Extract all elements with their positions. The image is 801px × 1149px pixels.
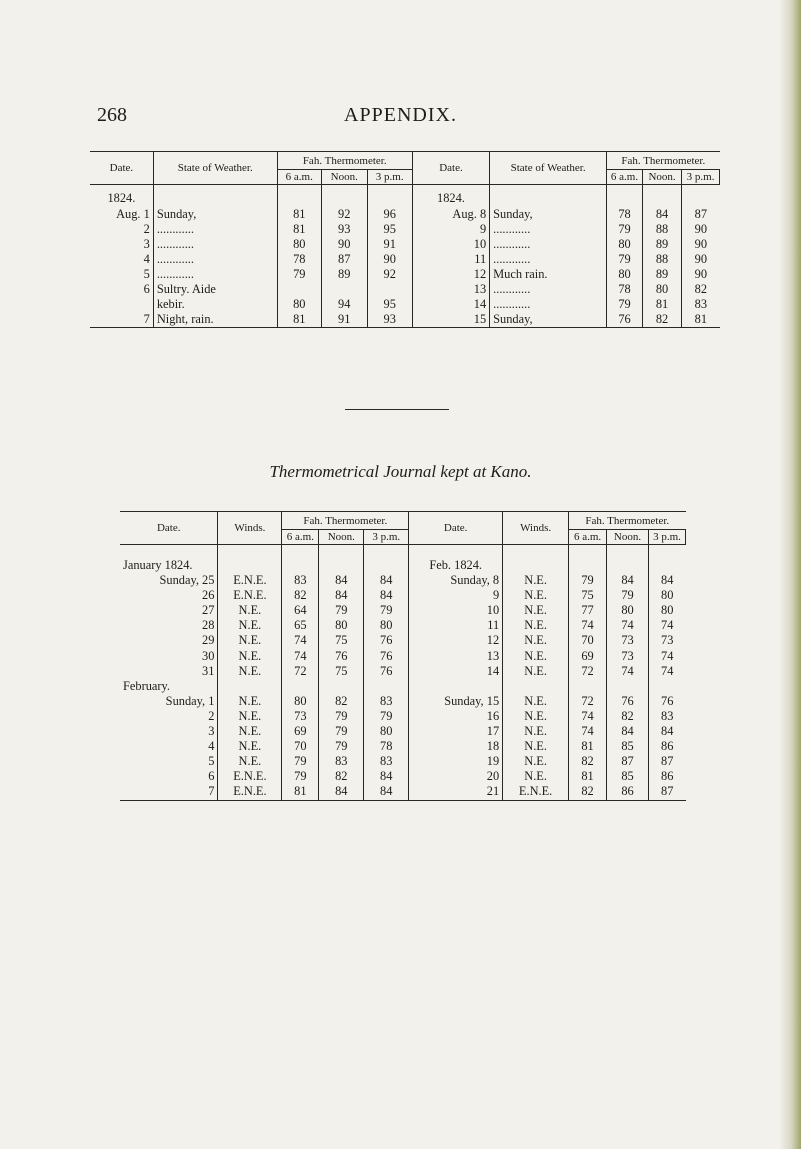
weather-right: ............ (490, 297, 607, 312)
header-thermometer-left: Fah. Thermometer. (277, 152, 412, 170)
temp-noon-left: 82 (319, 769, 364, 784)
divider-rule (345, 409, 449, 410)
date-right: Sunday, 8 (409, 573, 503, 588)
weather-left: Sunday, (153, 207, 277, 222)
date-left: 7 (90, 312, 153, 328)
temp-6am-left: 79 (277, 267, 321, 282)
temp-6am-right (569, 558, 607, 573)
wind-right: N.E. (503, 664, 569, 679)
date-right: 17 (409, 724, 503, 739)
temp-noon-right: 84 (607, 724, 649, 739)
wind-right: N.E. (503, 633, 569, 648)
temp-noon-right: 82 (642, 312, 681, 328)
temp-noon-right: 74 (607, 618, 649, 633)
temp-3pm-right (648, 558, 685, 573)
temp-noon-right: 73 (607, 649, 649, 664)
temp-noon-right: 87 (607, 754, 649, 769)
date-right: 11 (412, 252, 489, 267)
table-row (90, 267, 720, 282)
wind-left: N.E. (218, 649, 282, 664)
table-row (120, 724, 686, 739)
temp-6am-left: 64 (282, 603, 319, 618)
date-right: 15 (412, 312, 489, 328)
date-left: 26 (120, 588, 218, 603)
wind-left: E.N.E. (218, 588, 282, 603)
date-right: 9 (412, 222, 489, 237)
table-row (90, 252, 720, 267)
date-right: 11 (409, 618, 503, 633)
date-left: 5 (120, 754, 218, 769)
temp-noon-left (319, 679, 364, 694)
temp-noon-right: 76 (607, 694, 649, 709)
temp-6am-right: 70 (569, 633, 607, 648)
wind-left (218, 679, 282, 694)
header-weather-right: State of Weather. (490, 152, 607, 185)
temp-noon-right: 84 (642, 207, 681, 222)
temp-3pm-left: 84 (364, 769, 409, 784)
date-left: 3 (90, 237, 153, 252)
temp-6am-right: 82 (569, 784, 607, 800)
temp-6am-left (282, 679, 319, 694)
table-row (120, 769, 686, 784)
table-row (120, 633, 686, 648)
temp-6am-left: 70 (282, 739, 319, 754)
temp-3pm-left: 76 (364, 664, 409, 679)
wind-right: N.E. (503, 709, 569, 724)
wind-right: N.E. (503, 618, 569, 633)
date-right: 19 (409, 754, 503, 769)
temp-6am-left: 82 (282, 588, 319, 603)
date-right: 14 (409, 664, 503, 679)
header-3pm-right: 3 p.m. (648, 530, 685, 545)
temp-noon-left: 94 (321, 297, 367, 312)
date-left: 27 (120, 603, 218, 618)
temp-6am-right: 80 (607, 267, 643, 282)
header-date-left: Date. (90, 152, 153, 185)
temp-3pm-right: 84 (661, 573, 674, 588)
wind-right: N.E. (503, 694, 569, 709)
wind-right: N.E. (503, 754, 569, 769)
temp-6am-right: 79 (607, 252, 643, 267)
wind-left: N.E. (218, 694, 282, 709)
temp-noon-left (321, 282, 367, 297)
year-left: 1824. (90, 185, 153, 207)
date-right: 10 (412, 237, 489, 252)
date-right: 16 (409, 709, 503, 724)
temp-noon-right: 79 (607, 588, 649, 603)
temp-3pm-right: 87 (694, 206, 708, 221)
date-left (90, 297, 153, 312)
weather-table (90, 151, 720, 328)
temp-6am-left: 72 (282, 664, 319, 679)
temp-6am-right: 78 (607, 207, 643, 222)
header-thermometer-right: Fah. Thermometer. (607, 152, 720, 170)
date-right: 13 (412, 282, 489, 297)
temp-noon-left: 92 (321, 207, 367, 222)
date-right: Aug. 8 (412, 207, 489, 222)
temp-noon-right: 88 (642, 222, 681, 237)
header-noon-left: Noon. (321, 170, 367, 185)
temp-3pm-left: 80 (364, 618, 409, 633)
page-edge-shading (779, 0, 801, 1149)
temp-3pm-right: 80 (661, 588, 674, 603)
temp-3pm-right (648, 679, 685, 694)
temp-3pm-left: 80 (364, 724, 409, 739)
temp-3pm-left: 84 (364, 588, 409, 603)
temp-noon-left: 75 (319, 633, 364, 648)
weather-left: kebir. (153, 297, 277, 312)
temp-noon-right (607, 679, 649, 694)
header-3pm-right: 3 p.m. (682, 170, 720, 185)
table-row (120, 558, 686, 573)
temp-3pm-right: 73 (661, 633, 674, 648)
header-6am-left: 6 a.m. (277, 170, 321, 185)
temp-6am-right: 74 (569, 724, 607, 739)
date-right: 20 (409, 769, 503, 784)
wind-right (503, 558, 569, 573)
temp-3pm-right: 76 (661, 693, 674, 708)
wind-left: N.E. (218, 664, 282, 679)
temp-3pm-left: 90 (367, 252, 412, 267)
month-label-left: January 1824. (120, 558, 218, 573)
temp-noon-left: 79 (319, 724, 364, 739)
temp-6am-right: 79 (569, 573, 607, 588)
header-thermometer-right: Fah. Thermometer. (569, 512, 686, 530)
temp-6am-right: 79 (607, 297, 643, 312)
temp-6am-left (277, 282, 321, 297)
temp-3pm-left: 91 (367, 237, 412, 252)
temp-6am-left: 78 (277, 252, 321, 267)
temp-6am-right: 74 (569, 618, 607, 633)
date-right: 9 (409, 588, 503, 603)
date-left: 7 (120, 784, 218, 800)
weather-left: ............ (153, 267, 277, 282)
table-row (120, 649, 686, 664)
temp-6am-left: 69 (282, 724, 319, 739)
date-left: 28 (120, 618, 218, 633)
table-row (120, 664, 686, 679)
temp-noon-left: 93 (321, 222, 367, 237)
temp-6am-left: 74 (282, 649, 319, 664)
temp-noon-left: 83 (319, 754, 364, 769)
temp-6am-right: 80 (607, 237, 643, 252)
temp-noon-right: 82 (607, 709, 649, 724)
temp-6am-right: 69 (569, 649, 607, 664)
table-row (90, 207, 720, 222)
temp-noon-left: 84 (319, 573, 364, 588)
table-row (120, 573, 686, 588)
temp-noon-right: 80 (642, 282, 681, 297)
header-6am-left: 6 a.m. (282, 530, 319, 545)
date-right: 10 (409, 603, 503, 618)
wind-left: N.E. (218, 754, 282, 769)
temp-3pm-right: 90 (694, 236, 708, 251)
wind-left: N.E. (218, 633, 282, 648)
table-row (90, 282, 720, 297)
temp-6am-right: 81 (569, 769, 607, 784)
temp-3pm-right: 90 (694, 266, 708, 281)
weather-left: Night, rain. (153, 312, 277, 328)
temp-3pm-right: 83 (694, 297, 708, 312)
temp-6am-right: 74 (569, 709, 607, 724)
date-right: 14 (412, 297, 489, 312)
temp-3pm-left: 83 (364, 754, 409, 769)
header-3pm-left: 3 p.m. (364, 530, 409, 545)
temp-noon-right: 89 (642, 267, 681, 282)
header-noon-right: Noon. (607, 530, 649, 545)
temp-6am-left: 81 (277, 312, 321, 328)
wind-left: N.E. (218, 724, 282, 739)
table-row (120, 588, 686, 603)
temp-noon-left: 76 (319, 649, 364, 664)
header-weather-left: State of Weather. (153, 152, 277, 185)
header-noon-right: Noon. (642, 170, 681, 185)
temp-3pm-left: 76 (364, 633, 409, 648)
temp-noon-right: 73 (607, 633, 649, 648)
temp-noon-left: 89 (321, 267, 367, 282)
temp-3pm-left: 93 (367, 312, 412, 328)
temp-3pm-left (367, 282, 412, 297)
temp-3pm-left: 76 (364, 649, 409, 664)
temp-6am-right: 72 (569, 694, 607, 709)
header-date-left: Date. (120, 512, 218, 545)
temp-3pm-right: 82 (694, 281, 708, 296)
temp-3pm-right: 90 (694, 221, 708, 236)
page-title: APPENDIX. (344, 104, 457, 126)
date-left: 6 (90, 282, 153, 297)
weather-right: Sunday, (490, 207, 607, 222)
table-row (120, 694, 686, 709)
temp-3pm-right: 83 (661, 708, 674, 723)
temp-noon-left: 82 (319, 694, 364, 709)
date-right: Sunday, 15 (409, 694, 503, 709)
header-date-right: Date. (412, 152, 489, 185)
weather-right: ............ (490, 252, 607, 267)
wind-right (503, 679, 569, 694)
wind-left: E.N.E. (218, 573, 282, 588)
table-row (120, 603, 686, 618)
date-right: 12 (412, 267, 489, 282)
temp-noon-left: 91 (321, 312, 367, 328)
table-row (120, 679, 686, 694)
temp-6am-left: 79 (282, 754, 319, 769)
temp-6am-left: 81 (277, 207, 321, 222)
temp-noon-right: 85 (607, 739, 649, 754)
date-left: 2 (120, 709, 218, 724)
wind-right: N.E. (503, 603, 569, 618)
temp-6am-left: 74 (282, 633, 319, 648)
header-date-right: Date. (409, 512, 503, 545)
temp-3pm-right: 74 (661, 648, 674, 663)
temp-noon-right: 81 (642, 297, 681, 312)
temp-noon-right: 80 (607, 603, 649, 618)
temp-noon-right: 74 (607, 664, 649, 679)
wind-left: E.N.E. (218, 769, 282, 784)
date-right: 18 (409, 739, 503, 754)
header-winds-left: Winds. (218, 512, 282, 545)
weather-right: ............ (490, 237, 607, 252)
date-right: 13 (409, 649, 503, 664)
page-number: 268 (97, 104, 127, 126)
wind-right: N.E. (503, 724, 569, 739)
header-winds-right: Winds. (503, 512, 569, 545)
kano-journal-table (120, 511, 686, 801)
wind-left: N.E. (218, 739, 282, 754)
wind-left: N.E. (218, 709, 282, 724)
weather-left: ............ (153, 222, 277, 237)
wind-left (218, 558, 282, 573)
weather-left: Sultry. Aide (153, 282, 277, 297)
temp-3pm-right: 86 (661, 769, 674, 784)
table-row (90, 237, 720, 252)
temp-3pm-left: 83 (364, 694, 409, 709)
header-6am-right: 6 a.m. (607, 170, 643, 185)
temp-noon-left: 87 (321, 252, 367, 267)
header-noon-left: Noon. (319, 530, 364, 545)
date-left: 4 (120, 739, 218, 754)
date-left: 30 (120, 649, 218, 664)
temp-6am-right (569, 679, 607, 694)
temp-6am-left (282, 558, 319, 573)
table-row (90, 222, 720, 237)
temp-3pm-left (364, 558, 409, 573)
date-left: 3 (120, 724, 218, 739)
temp-3pm-left: 84 (364, 573, 409, 588)
temp-6am-right: 72 (569, 664, 607, 679)
temp-6am-right: 82 (569, 754, 607, 769)
date-left: Sunday, 1 (120, 694, 218, 709)
date-left: 5 (90, 267, 153, 282)
temp-6am-left: 65 (282, 618, 319, 633)
temp-3pm-right: 90 (694, 251, 708, 266)
temp-noon-left: 79 (319, 739, 364, 754)
temp-noon-right (607, 558, 649, 573)
table-row (120, 754, 686, 769)
wind-right: E.N.E. (503, 784, 569, 800)
temp-6am-right: 76 (607, 312, 643, 328)
temp-3pm-left: 95 (367, 297, 412, 312)
wind-right: N.E. (503, 588, 569, 603)
month-label-right: Feb. 1824. (409, 558, 503, 573)
temp-noon-right: 88 (642, 252, 681, 267)
weather-right: ............ (490, 282, 607, 297)
weather-right: ............ (490, 222, 607, 237)
wind-right: N.E. (503, 739, 569, 754)
temp-noon-right: 85 (607, 769, 649, 784)
temp-3pm-right: 87 (648, 784, 685, 800)
temp-noon-left: 84 (319, 784, 364, 800)
temp-noon-left: 75 (319, 664, 364, 679)
temp-3pm-left: 84 (364, 784, 409, 800)
temp-noon-right: 89 (642, 237, 681, 252)
temp-6am-right: 79 (607, 222, 643, 237)
temp-6am-right: 81 (569, 739, 607, 754)
temp-3pm-right: 80 (661, 603, 674, 618)
header-6am-right: 6 a.m. (569, 530, 607, 545)
date-left: 29 (120, 633, 218, 648)
temp-3pm-left: 96 (367, 207, 412, 222)
temp-6am-left: 79 (282, 769, 319, 784)
temp-3pm-right: 74 (661, 663, 674, 678)
table-row (120, 784, 686, 800)
temp-3pm-right: 86 (661, 739, 674, 754)
weather-left: ............ (153, 237, 277, 252)
date-left: Aug. 1 (90, 207, 153, 222)
wind-right: N.E. (503, 573, 569, 588)
temp-noon-left: 79 (319, 709, 364, 724)
temp-3pm-left: 95 (367, 222, 412, 237)
date-left: 31 (120, 664, 218, 679)
wind-left: E.N.E. (218, 784, 282, 800)
date-left: 2 (90, 222, 153, 237)
date-right: 21 (409, 784, 503, 800)
temp-6am-left: 81 (277, 222, 321, 237)
wind-right: N.E. (503, 769, 569, 784)
temp-noon-right: 84 (607, 573, 649, 588)
weather-left: ............ (153, 252, 277, 267)
temp-6am-right: 75 (569, 588, 607, 603)
header-3pm-left: 3 p.m. (367, 170, 412, 185)
weather-right: Sunday, (490, 312, 607, 328)
temp-6am-left: 80 (277, 237, 321, 252)
temp-6am-left: 73 (282, 709, 319, 724)
temp-noon-left (319, 558, 364, 573)
temp-3pm-left: 79 (364, 709, 409, 724)
temp-noon-left: 84 (319, 588, 364, 603)
temp-noon-left: 80 (319, 618, 364, 633)
date-right: 12 (409, 633, 503, 648)
table-row (90, 297, 720, 312)
wind-right: N.E. (503, 649, 569, 664)
temp-6am-right: 78 (607, 282, 643, 297)
date-left: 6 (120, 769, 218, 784)
wind-left: N.E. (218, 618, 282, 633)
temp-noon-right: 86 (607, 784, 649, 800)
month-label-left: February. (120, 679, 218, 694)
table-row (90, 312, 720, 328)
temp-3pm-left (364, 679, 409, 694)
table-row (120, 739, 686, 754)
temp-3pm-left: 79 (364, 603, 409, 618)
table-row (120, 709, 686, 724)
temp-3pm-right: 84 (661, 724, 674, 739)
date-left: Sunday, 25 (120, 573, 218, 588)
temp-6am-left: 81 (282, 784, 319, 800)
temp-3pm-left: 92 (367, 267, 412, 282)
temp-3pm-left: 78 (364, 739, 409, 754)
temp-3pm-right: 87 (661, 754, 674, 769)
date-right (409, 679, 503, 694)
temp-6am-left: 80 (282, 694, 319, 709)
temp-noon-left: 90 (321, 237, 367, 252)
temp-3pm-right: 81 (682, 312, 720, 328)
temp-noon-left: 79 (319, 603, 364, 618)
temp-6am-left: 80 (277, 297, 321, 312)
header-thermometer-left: Fah. Thermometer. (282, 512, 409, 530)
temp-3pm-right: 74 (661, 618, 674, 633)
temp-6am-left: 83 (282, 573, 319, 588)
temp-6am-right: 77 (569, 603, 607, 618)
date-left: 4 (90, 252, 153, 267)
wind-left: N.E. (218, 603, 282, 618)
year-right: 1824. (412, 185, 489, 207)
table-caption: Thermometrical Journal kept at Kano. (269, 462, 532, 481)
table-row (120, 618, 686, 633)
weather-right: Much rain. (490, 267, 607, 282)
